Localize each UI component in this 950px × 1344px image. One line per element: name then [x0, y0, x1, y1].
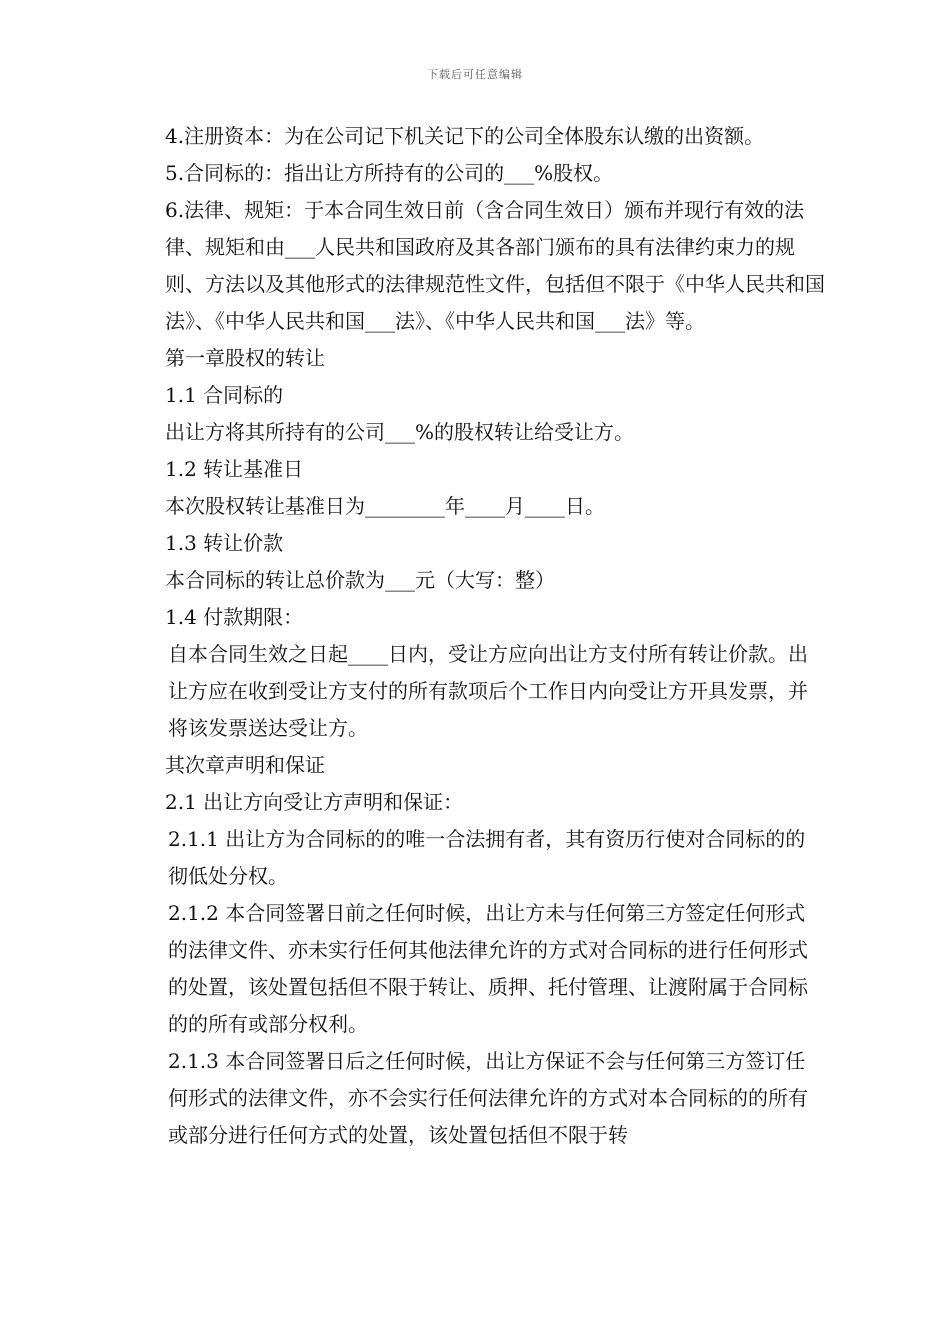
paragraph-2-1-2: 2.1.2 本合同签署日前之任何时候，出让方未与任何第三方签定任何形式的法律文件、亦未实行任何其他法律允许的方式对合同标的进行任何形式的处置，该处置包括但不限于转让、质押、托付管理、让渡附属于合同标的的所有或部分权利。 — [168, 901, 808, 1036]
document-body — [145, 118, 825, 1154]
paragraph-1-3: 本合同标的转让总价款为___元（大写：整） — [165, 568, 555, 592]
section-heading-1-3: 1.3 转让价款 — [165, 531, 284, 555]
paragraph-1-2: 本次股权转让基准日为________年____月____日。 — [165, 494, 605, 518]
paragraph-1-1: 出让方将其所持有的公司___%的股权转让给受让方。 — [165, 420, 635, 444]
section-heading-1-2: 1.2 转让基准日 — [165, 457, 304, 481]
section-heading-1-1: 1.1 合同标的 — [165, 383, 284, 407]
paragraph-laws-definition: 6.法律、规矩：于本合同生效日前（含合同生效日）颁布并现行有效的法律、规矩和由___人民共和国政府及其各部门颁布的具有法律约束力的规则、方法以及其他形式的法律规范性文件，包括但不限于《中华人民共和国法》、《中华人民共和国___法》、《中华人民共和国___法》等。 — [165, 198, 825, 333]
page-header: 下载后可任意编辑 — [427, 68, 523, 81]
paragraph-2-1-1: 2.1.1 出让方为合同标的的唯一合法拥有者，其有资历行使对合同标的的彻低处分权。 — [168, 827, 806, 888]
paragraph-registered-capital: 4.注册资本：为在公司记下机关记下的公司全体股东认缴的出资额。 — [165, 124, 765, 148]
section-heading-2-1: 2.1 出让方向受让方声明和保证： — [165, 790, 464, 814]
section-heading-1-4: 1.4 付款期限： — [165, 605, 304, 629]
chapter-heading-2: 其次章声明和保证 — [165, 753, 325, 777]
paragraph-contract-subject-definition: 5.合同标的：指出让方所持有的公司的___%股权。 — [165, 161, 614, 185]
paragraph-1-4: 自本合同生效之日起____日内，受让方应向出让方支付所有转让价款。出让方应在收到受让方支付的所有款项后个工作日内向受让方开具发票，并将该发票送达受让方。 — [168, 642, 808, 740]
paragraph-2-1-3: 2.1.3 本合同签署日后之任何时候，出让方保证不会与任何第三方签订任何形式的法律文件，亦不会实行任何法律允许的方式对本合同标的的所有或部分进行任何方式的处置，该处置包括但不限于转 — [168, 1049, 808, 1147]
chapter-heading-1: 第一章股权的转让 — [165, 346, 325, 370]
